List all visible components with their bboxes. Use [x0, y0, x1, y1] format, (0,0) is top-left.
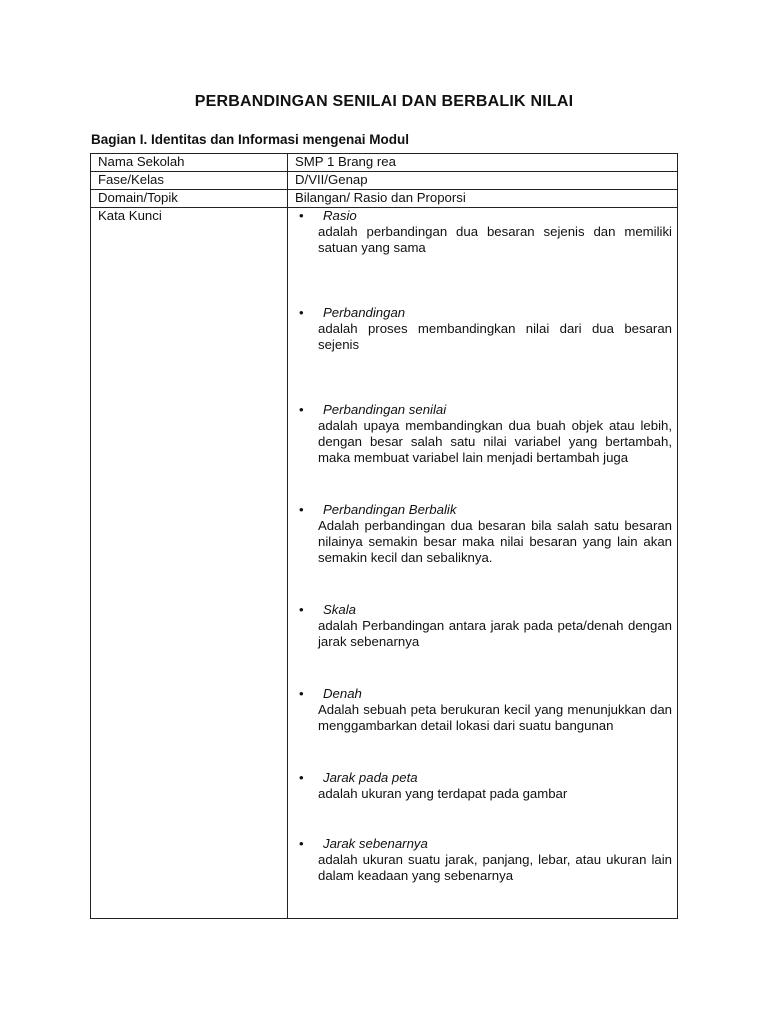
row-label: Domain/Topik	[91, 190, 288, 208]
bullet-icon: •	[299, 836, 304, 851]
bullet-icon: •	[299, 686, 304, 701]
keyword-description: Adalah perbandingan dua besaran bila salah satu besaran nilainya semakin besar maka nilai besaran yang lain akan semakin kecil dan sebaliknya.	[318, 518, 672, 565]
keyword-description: adalah Perbandingan antara jarak pada peta/denah dengan jarak sebenarnya	[318, 618, 672, 649]
bullet-icon: •	[299, 770, 304, 785]
keyword-description: adalah perbandingan dua besaran sejenis dan memiliki satuan yang sama	[318, 224, 672, 255]
keyword-item	[295, 402, 672, 466]
table-row-school	[91, 154, 678, 172]
keyword-item	[295, 502, 672, 566]
bullet-icon: •	[299, 602, 304, 617]
keyword-item	[295, 602, 672, 650]
page-title: PERBANDINGAN SENILAI DAN BERBALIK NILAI	[194, 93, 574, 110]
keyword-description: adalah proses membandingkan nilai dari dua besaran sejenis	[318, 321, 672, 352]
keyword-description: adalah ukuran suatu jarak, panjang, lebar, atau ukuran lain dalam keadaan yang sebenarnya	[318, 852, 672, 883]
keyword-item	[295, 836, 672, 884]
table-row-phase-class	[91, 172, 678, 190]
keyword-item	[295, 686, 672, 734]
keyword-item	[295, 208, 672, 256]
keyword-description: adalah ukuran yang terdapat pada gambar	[318, 786, 568, 801]
keyword-term: Jarak sebenarnya	[323, 836, 428, 851]
keyword-item	[295, 770, 672, 802]
keyword-description: adalah upaya membandingkan dua buah objek atau lebih, dengan besar salah satu nilai variabel yang bertambah, maka membuat variabel lain menjadi bertambah juga	[318, 418, 672, 465]
keyword-item	[295, 305, 672, 353]
row-value: SMP 1 Brang rea	[288, 154, 678, 172]
keyword-term: Rasio	[323, 208, 357, 223]
keyword-term: Denah	[323, 686, 362, 701]
bullet-icon: •	[299, 208, 304, 223]
row-label: Nama Sekolah	[91, 154, 288, 172]
row-value: Bilangan/ Rasio dan Proporsi	[288, 190, 678, 208]
row-label: Fase/Kelas	[91, 172, 288, 190]
bullet-icon: •	[299, 305, 304, 320]
row-value: D/VII/Genap	[288, 172, 678, 190]
table-row-domain-topic	[91, 190, 678, 208]
section-heading: Bagian I. Identitas dan Informasi mengenai Modul	[91, 132, 410, 147]
row-label: Kata Kunci	[91, 208, 288, 919]
keyword-term: Perbandingan Berbalik	[323, 502, 457, 517]
module-identity-table	[90, 153, 678, 919]
keyword-term: Jarak pada peta	[323, 770, 418, 785]
bullet-icon: •	[299, 502, 304, 517]
table-row-keywords	[91, 208, 678, 919]
bullet-icon: •	[299, 402, 304, 417]
keyword-description: Adalah sebuah peta berukuran kecil yang menunjukkan dan menggambarkan detail lokasi dari suatu bangunan	[318, 702, 672, 733]
keyword-term: Perbandingan senilai	[323, 402, 447, 417]
keyword-term: Perbandingan	[323, 305, 406, 320]
keywords-cell	[288, 208, 678, 919]
keyword-term: Skala	[323, 602, 356, 617]
